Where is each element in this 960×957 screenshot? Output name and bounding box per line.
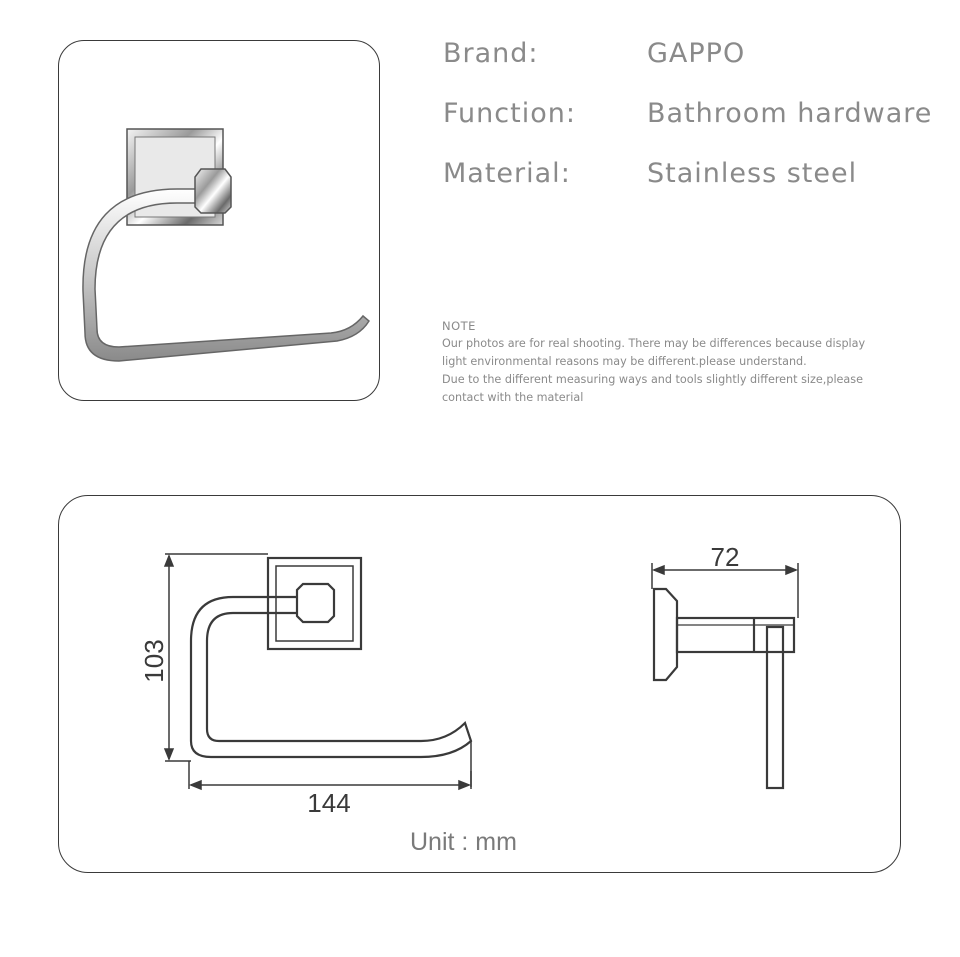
depth-dimension-label: 72 [710, 542, 740, 572]
product-photo [59, 41, 381, 402]
product-photo-panel [58, 40, 380, 401]
note-line: Due to the different measuring ways and tools slightly different size,please [442, 373, 864, 386]
note-line: Our photos are for real shooting. There may be differences because display [442, 337, 866, 350]
width-dimension-label: 144 [307, 788, 351, 818]
spec-label: Function: [443, 98, 576, 129]
note-line: contact with the material [442, 391, 584, 404]
front-end-cap [297, 584, 334, 622]
dimension-drawing-panel [58, 495, 901, 873]
note-block [442, 317, 912, 407]
spec-label: Material: [443, 158, 571, 189]
spec-value: Bathroom hardware [647, 98, 933, 129]
front-arm [191, 597, 471, 757]
height-dimension-label: 103 [139, 639, 169, 683]
front-wall-plate [268, 558, 361, 649]
spec-value: GAPPO [647, 38, 746, 69]
spec-value: Stainless steel [647, 158, 858, 189]
unit-label: Unit : mm [410, 828, 517, 856]
note-title: NOTE [442, 319, 476, 333]
dimension-drawing [59, 496, 902, 874]
side-arm [677, 618, 794, 652]
note-line: light environmental reasons may be different.please understand. [442, 355, 807, 368]
spec-label: Brand: [443, 38, 539, 69]
side-wall-plate [654, 589, 677, 680]
